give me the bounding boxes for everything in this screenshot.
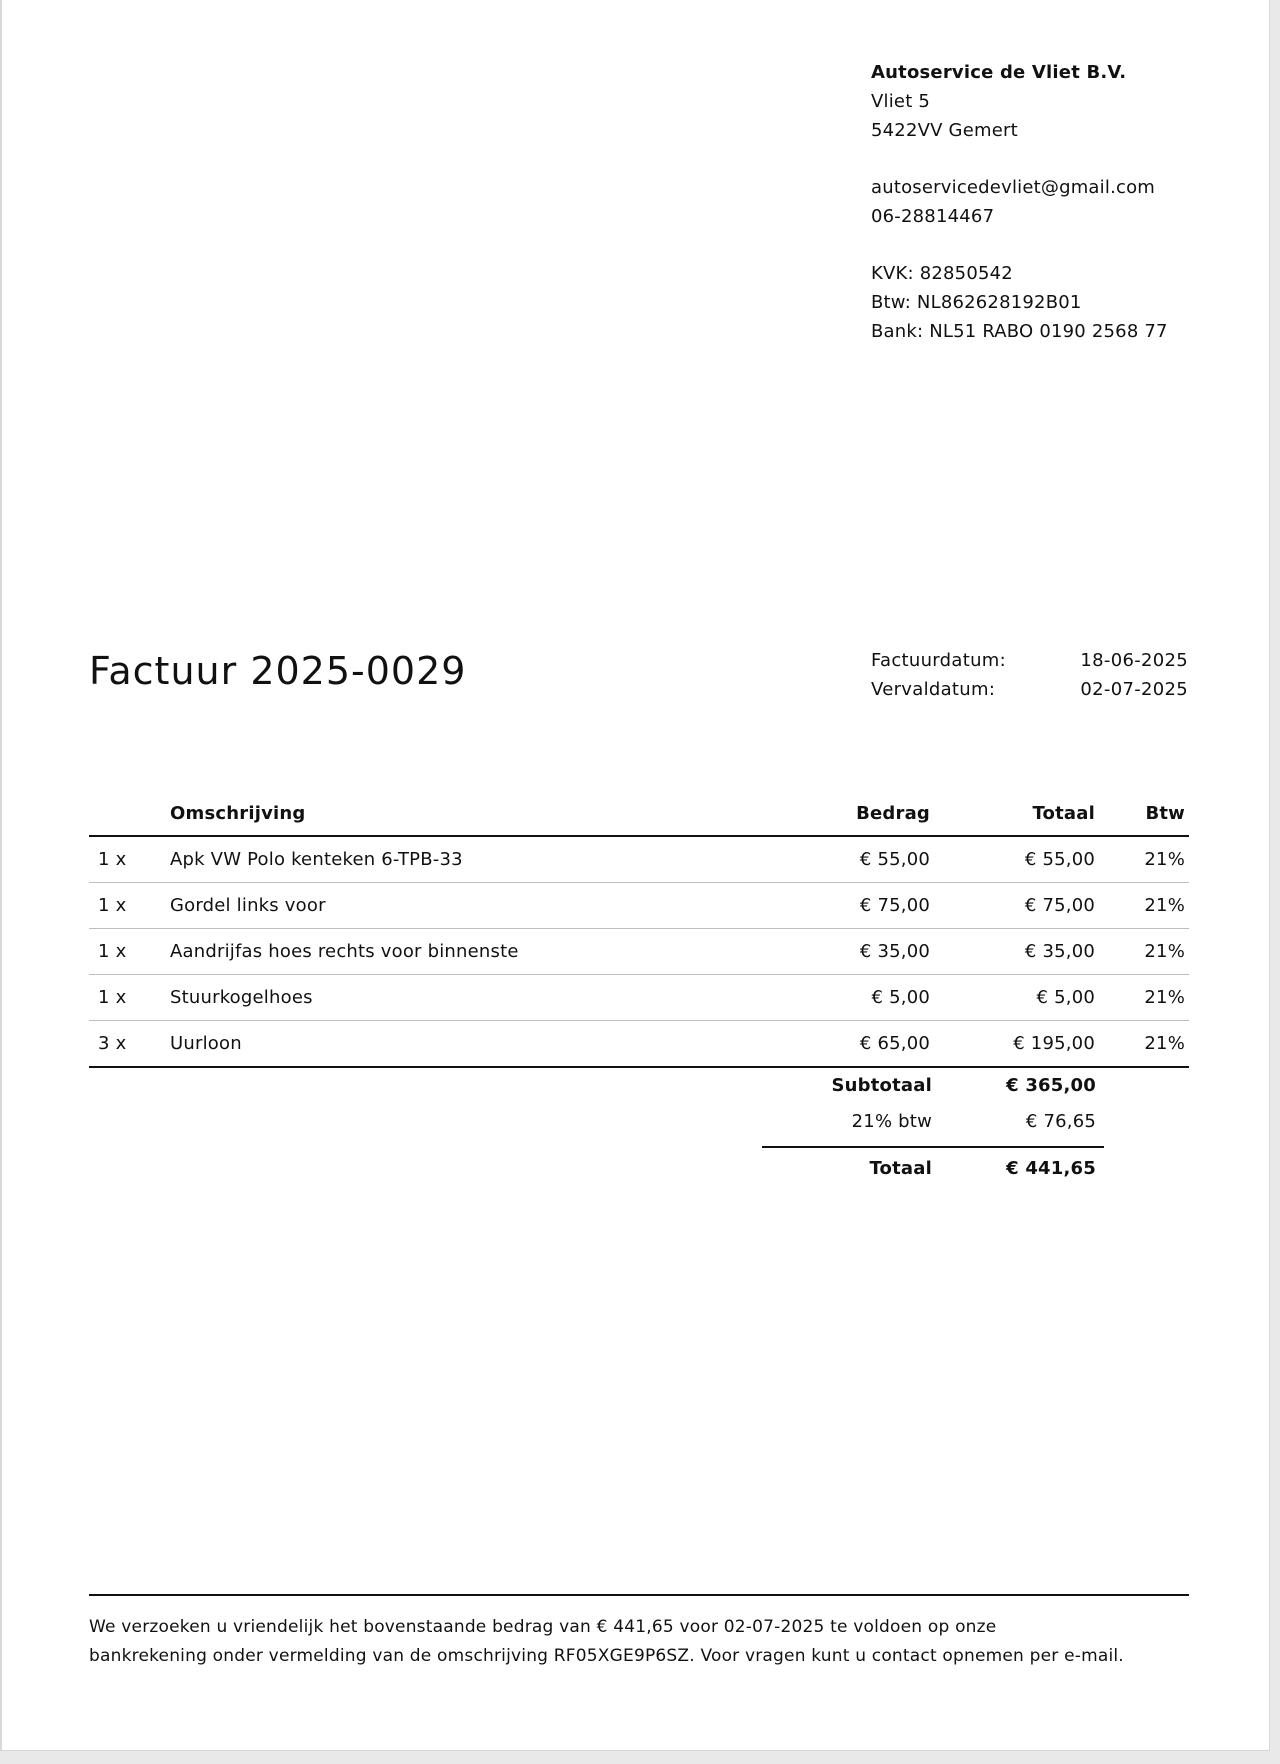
table-row (89, 975, 1189, 1021)
grand-total-value: € 441,65 (1006, 1158, 1096, 1179)
row-amount: € 55,00 (859, 849, 930, 870)
due-date-value: 02-07-2025 (1080, 679, 1188, 700)
row-vat: 21% (1144, 895, 1185, 916)
row-quantity: 1 x (98, 849, 127, 870)
company-btw: Btw: NL862628192B01 (871, 292, 1082, 313)
row-description: Uurloon (170, 1033, 242, 1054)
company-street: Vliet 5 (871, 91, 931, 112)
invoice-date-label: Factuurdatum: (871, 650, 1007, 671)
invoice-dates (871, 646, 1188, 704)
vat-label: 21% btw (851, 1111, 932, 1132)
row-total: € 75,00 (1024, 895, 1095, 916)
row-description: Stuurkogelhoes (170, 987, 313, 1008)
page-edge (0, 0, 2, 1750)
row-vat: 21% (1144, 1033, 1185, 1054)
table-row (89, 883, 1189, 929)
header-description: Omschrijving (170, 803, 306, 824)
company-details (871, 58, 1168, 346)
row-quantity: 3 x (98, 1033, 127, 1054)
header-vat: Btw (1145, 803, 1185, 824)
company-email: autoservicedevliet@gmail.com (871, 177, 1156, 198)
subtotal-label: Subtotaal (831, 1075, 932, 1096)
table-row (89, 837, 1189, 883)
company-kvk: KVK: 82850542 (871, 263, 1013, 284)
payment-instructions-line-1: We verzoeken u vriendelijk het bovenstaande bedrag van € 441,65 voor 02-07-2025 te voldoen op onze (89, 1617, 997, 1637)
vat-value: € 76,65 (1025, 1111, 1096, 1132)
row-amount: € 5,00 (871, 987, 930, 1008)
row-vat: 21% (1144, 849, 1185, 870)
row-quantity: 1 x (98, 895, 127, 916)
table-header (89, 796, 1189, 837)
row-amount: € 65,00 (859, 1033, 930, 1054)
row-vat: 21% (1144, 987, 1185, 1008)
row-quantity: 1 x (98, 941, 127, 962)
row-total: € 5,00 (1036, 987, 1095, 1008)
row-description: Gordel links voor (170, 895, 326, 916)
row-total: € 195,00 (1013, 1033, 1095, 1054)
row-description: Aandrijfas hoes rechts voor binnenste (170, 941, 519, 962)
due-date-label: Vervaldatum: (871, 679, 996, 700)
totals-block (762, 1068, 1104, 1192)
vat-row (762, 1104, 1104, 1140)
payment-instructions-line-2: bankrekening onder vermelding van de omschrijving RF05XGE9P6SZ. Voor vragen kunt u contact opnemen per e-mail. (89, 1646, 1124, 1666)
company-phone: 06-28814467 (871, 206, 995, 227)
row-description: Apk VW Polo kenteken 6-TPB-33 (170, 849, 463, 870)
company-bank: Bank: NL51 RABO 0190 2568 77 (871, 321, 1168, 342)
payment-instructions (89, 1613, 1199, 1671)
grand-total-row (762, 1146, 1104, 1192)
table-row (89, 929, 1189, 975)
subtotal-row (762, 1068, 1104, 1104)
header-total: Totaal (1032, 803, 1095, 824)
row-vat: 21% (1144, 941, 1185, 962)
row-total: € 55,00 (1024, 849, 1095, 870)
grand-total-label: Totaal (869, 1158, 932, 1179)
header-amount: Bedrag (856, 803, 930, 824)
row-amount: € 75,00 (859, 895, 930, 916)
table-row (89, 1021, 1189, 1068)
invoice-date-row (871, 646, 1188, 675)
invoice-date-value: 18-06-2025 (1080, 650, 1188, 671)
row-amount: € 35,00 (859, 941, 930, 962)
invoice-title: Factuur 2025-0029 (89, 649, 467, 693)
row-quantity: 1 x (98, 987, 127, 1008)
items-table (89, 796, 1189, 1068)
row-total: € 35,00 (1024, 941, 1095, 962)
subtotal-value: € 365,00 (1006, 1075, 1096, 1096)
due-date-row (871, 675, 1188, 704)
footer-divider (89, 1594, 1189, 1596)
company-postal-city: 5422VV Gemert (871, 120, 1018, 141)
company-name: Autoservice de Vliet B.V. (871, 62, 1127, 83)
